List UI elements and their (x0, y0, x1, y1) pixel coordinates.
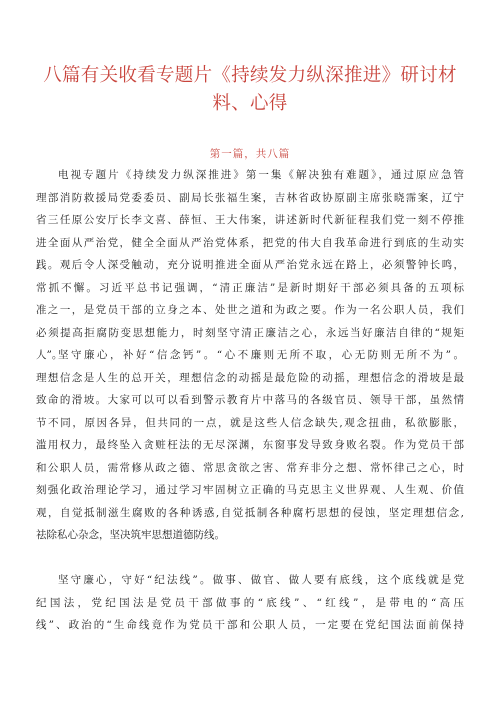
paragraph-line: 进全面从严治党，健全全面从严治党体系，把党的伟大自我革命进行到底的生动实 (36, 236, 464, 249)
paragraph-line: 省三任原公安厅长李文喜、薛恒、王大伟案，讲述新时代新征程我们党一刻不停推 (36, 214, 464, 226)
paragraph-line: 电视专题片《持续发力纵深推进》第一集《解决独有难题》，通过原应急管 (58, 169, 464, 181)
paragraph-line: 常抓不懈。习近平总书记强调，“清正廉洁”是新时期好干部必须具备的五项标 (36, 281, 464, 294)
paragraph-line: 理想信念是人生的总开关，理想信念的动摇是最危险的动摇，理想信念的滑坡是最 (36, 371, 464, 384)
title-line-1: 八篇有关收看专题片《持续发力纵深推进》研讨材 (43, 65, 457, 86)
paragraph-line: 纪国法，党纪国法是党员干部做事的“底线”、“红线”，是带电的“高压 (36, 596, 464, 609)
paragraph-line: 坚守廉心，守好“纪法线”。做事、做官、做人要有底线，这个底线就是党 (58, 574, 464, 586)
paragraph-line: 观，自觉抵制滋生腐败的各种诱惑,自觉抵制各种腐朽思想的侵蚀，坚定理想信念, (36, 506, 464, 519)
paragraph-line: 祛除私心杂念，坚决筑牢思想道德防线。 (36, 529, 225, 541)
paragraph-line: 理部消防救援局党委委员、副局长张福生案，吉林省政协原副主席张晓霈案，辽宁 (36, 191, 464, 204)
paragraph-line: 刻强化政治理论学习，通过学习牢固树立正确的马克思主义世界观、人生观、价值 (36, 484, 464, 496)
paragraph-line: 致命的滑坡。大家可以可以看到警示教育片中落马的各级官员、领导干部，虽然情 (36, 394, 464, 406)
paragraph-line: 坚守廉心，补好“信念钙”。“心不廉则无所不取，心无防则无所不为”。 (58, 349, 464, 361)
section-heading: 第一篇，共八篇 (209, 148, 291, 160)
paragraph-1 (36, 164, 464, 367)
paragraph-line: 和公职人员，需常修从政之德、常思贪欲之害、常弃非分之想、常怀律己之心，时 (36, 461, 464, 474)
paragraph-line: 人”。 (36, 349, 63, 361)
paragraph-line: 必须提高拒腐防变思想能力，时刻坚守清正廉洁之心，永远当好廉洁自律的“规矩 (36, 326, 464, 339)
paragraph-line: 线”、政治的“生命线竟作为党员干部和公职人员，一定要在党纪国法面前保持 (36, 619, 464, 631)
paragraph-line: 滥用权力，最终坠入贪赃枉法的无尽深渊，东窗事发导致身败名裂。作为党员干部 (36, 439, 464, 451)
paragraph-line: 准之一，是党员干部的立身之本、处世之道和为政之要。作为一名公职人员，我们 (36, 304, 464, 316)
document-title (36, 62, 464, 118)
title-line-2: 料、心得 (212, 93, 288, 114)
paragraph-line: 节不同，原因各异，但共同的一点，就是这些人信念缺失,观念扭曲，私欲膨胀， (36, 416, 464, 429)
paragraph-2 (36, 344, 464, 547)
paragraph-3 (36, 569, 464, 637)
paragraph-line: 践。观后令人深受触动，充分说明推进全面从严治党永远在路上，必须警钟长鸣， (36, 259, 464, 271)
